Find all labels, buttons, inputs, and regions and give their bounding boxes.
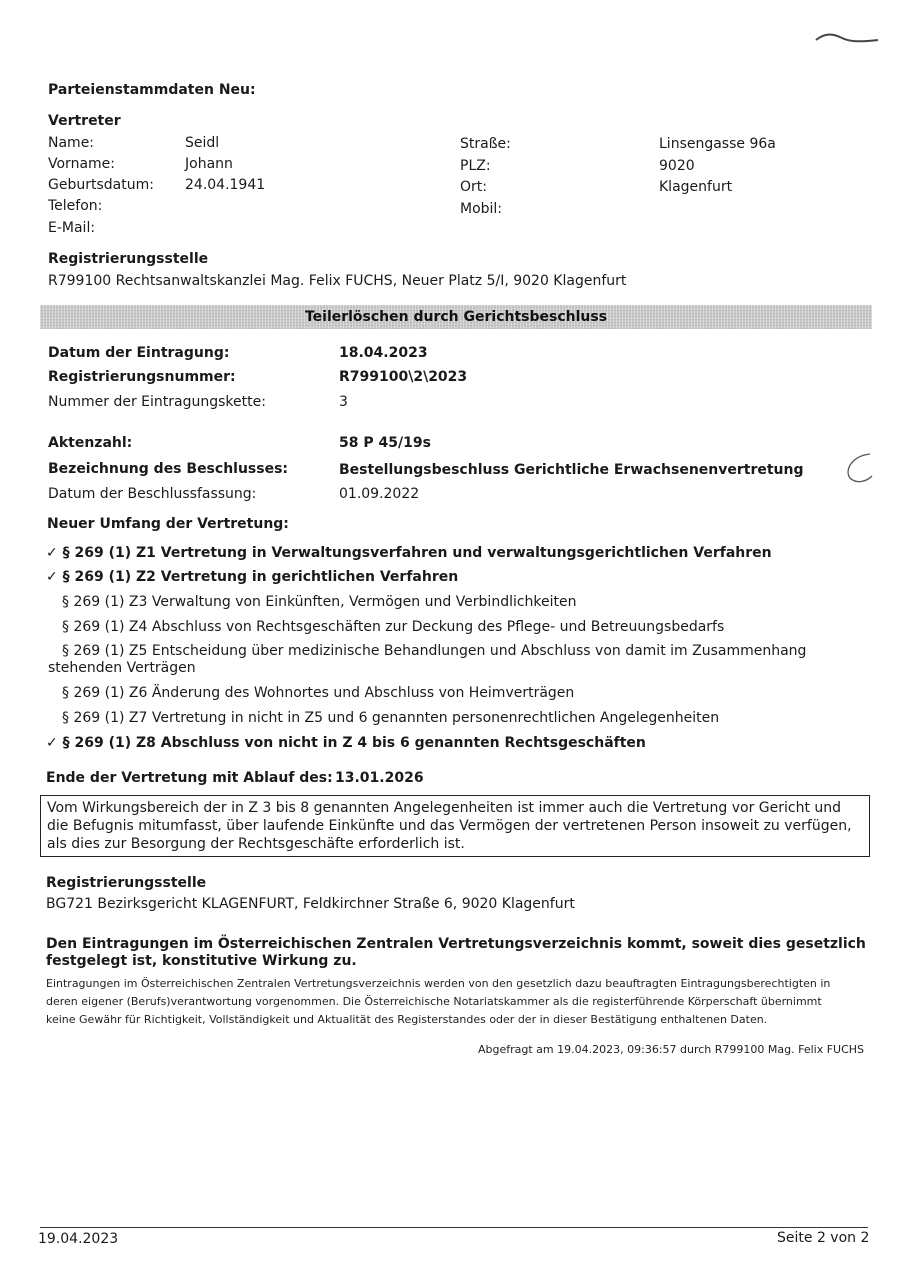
registrierungsstelle-text: R799100 Rechtsanwaltskanzlei Mag. Felix FUCHS, Neuer Platz 5/I, 9020 Klagenfurt bbox=[48, 273, 627, 289]
umfang-item-continuation: stehenden Verträgen bbox=[48, 660, 196, 676]
footer-date: 19.04.2023 bbox=[38, 1231, 119, 1247]
strasse-label: Straße: bbox=[460, 136, 511, 152]
ort-label: Ort: bbox=[460, 179, 487, 195]
umfang-item-checked: ✓ § 269 (1) Z1 Vertretung in Verwaltungsverfahren und verwaltungsgerichtlichen Verfahren bbox=[46, 545, 772, 561]
abgefragt-text: Abgefragt am 19.04.2023, 09:36:57 durch R799100 Mag. Felix FUCHS bbox=[478, 1043, 865, 1056]
beschlussfassung-value: 01.09.2022 bbox=[339, 486, 420, 502]
note-line: als dies zur Besorgung der Rechtsgeschäfte erforderlich ist. bbox=[47, 836, 465, 852]
ort-value: Klagenfurt bbox=[659, 179, 733, 195]
registrierungsstelle-heading: Registrierungsstelle bbox=[48, 251, 209, 267]
pen-scribble-mark bbox=[812, 28, 882, 48]
datum-eintragung-value: 18.04.2023 bbox=[339, 345, 428, 361]
ende-label: Ende der Vertretung mit Ablauf des: bbox=[46, 770, 333, 786]
umfang-item: § 269 (1) Z6 Änderung des Wohnortes und Abschluss von Heimverträgen bbox=[62, 685, 575, 701]
umfang-item: § 269 (1) Z4 Abschluss von Rechtsgeschäften zur Deckung des Pflege- und Betreuungsbedarfs bbox=[62, 619, 725, 635]
vorname-value: Johann bbox=[185, 156, 233, 172]
strasse-value: Linsengasse 96a bbox=[659, 136, 776, 152]
name-value: Seidl bbox=[185, 135, 220, 151]
plz-value: 9020 bbox=[659, 158, 695, 174]
footer-rule bbox=[40, 1227, 868, 1228]
name-label: Name: bbox=[48, 135, 95, 151]
banner-title: Teilerlöschen durch Gerichtsbeschluss bbox=[304, 309, 608, 325]
disclaimer-bold-line: festgelegt ist, konstitutive Wirkung zu. bbox=[46, 953, 357, 969]
umfang-item-checked: ✓ § 269 (1) Z8 Abschluss von nicht in Z 4 bis 6 genannten Rechtsgeschäften bbox=[46, 735, 646, 751]
bezeichnung-value: Bestellungsbeschluss Gerichtliche Erwachsenenvertretung bbox=[339, 462, 804, 478]
vorname-label: Vorname: bbox=[48, 156, 115, 172]
email-label: E-Mail: bbox=[48, 220, 96, 236]
geburtsdatum-value: 24.04.1941 bbox=[185, 177, 266, 193]
geburtsdatum-label: Geburtsdatum: bbox=[48, 177, 154, 193]
disclaimer-small-line: deren eigener (Berufs)verantwortung vorgenommen. Die Österreichische Notariatskammer als die registerführende Körperschaft übernimmt bbox=[46, 995, 822, 1008]
beschlussfassung-label: Datum der Beschlussfassung: bbox=[48, 486, 257, 502]
umfang-item: § 269 (1) Z3 Verwaltung von Einkünften, Vermögen und Verbindlichkeiten bbox=[62, 594, 577, 610]
section-title: Parteienstammdaten Neu: bbox=[48, 82, 256, 98]
registrierungsnummer-label: Registrierungsnummer: bbox=[48, 369, 236, 385]
aktenzahl-value: 58 P 45/19s bbox=[339, 435, 431, 451]
footer-page-number: Seite 2 von 2 bbox=[777, 1230, 870, 1246]
eintragungskette-label: Nummer der Eintragungskette: bbox=[48, 394, 266, 410]
eintragungskette-value: 3 bbox=[339, 394, 348, 410]
registrierungsstelle-text: BG721 Bezirksgericht KLAGENFURT, Feldkirchner Straße 6, 9020 Klagenfurt bbox=[46, 896, 575, 912]
disclaimer-small-line: keine Gewähr für Richtigkeit, Vollständigkeit und Aktualität des Registerstandes oder der in dieser Bestätigung enthaltenen Daten. bbox=[46, 1013, 768, 1026]
pen-arc-mark bbox=[840, 448, 880, 488]
registrierungsstelle-heading: Registrierungsstelle bbox=[46, 875, 207, 891]
note-line: die Befugnis mitumfasst, über laufende Einkünfte und das Vermögen der vertretenen Person insoweit zu verfügen, bbox=[47, 818, 852, 834]
umfang-item: § 269 (1) Z5 Entscheidung über medizinische Behandlungen und Abschluss von damit im Zusammenhang bbox=[62, 643, 807, 659]
mobil-label: Mobil: bbox=[460, 201, 503, 217]
note-line: Vom Wirkungsbereich der in Z 3 bis 8 genannten Angelegenheiten ist immer auch die Vertretung vor Gericht und bbox=[47, 800, 842, 816]
datum-eintragung-label: Datum der Eintragung: bbox=[48, 345, 230, 361]
plz-label: PLZ: bbox=[460, 158, 491, 174]
disclaimer-bold-line: Den Eintragungen im Österreichischen Zentralen Vertretungsverzeichnis kommt, soweit dies gesetzlich bbox=[46, 936, 866, 952]
registrierungsnummer-value: R799100\2\2023 bbox=[339, 369, 468, 385]
aktenzahl-label: Aktenzahl: bbox=[48, 435, 133, 451]
disclaimer-small-line: Eintragungen im Österreichischen Zentralen Vertretungsverzeichnis werden von den gesetzlich dazu beauftragten Eintragungsberechtigten in bbox=[46, 977, 831, 990]
vertreter-heading: Vertreter bbox=[48, 113, 121, 129]
note-box bbox=[40, 795, 870, 857]
umfang-heading: Neuer Umfang der Vertretung: bbox=[47, 516, 289, 532]
telefon-label: Telefon: bbox=[48, 198, 103, 214]
umfang-item: § 269 (1) Z7 Vertretung in nicht in Z5 und 6 genannten personenrechtlichen Angelegenheiten bbox=[62, 710, 720, 726]
umfang-item-checked: ✓ § 269 (1) Z2 Vertretung in gerichtlichen Verfahren bbox=[46, 569, 459, 585]
section-banner bbox=[40, 305, 872, 329]
bezeichnung-label: Bezeichnung des Beschlusses: bbox=[48, 461, 289, 477]
ende-value: 13.01.2026 bbox=[335, 770, 424, 786]
